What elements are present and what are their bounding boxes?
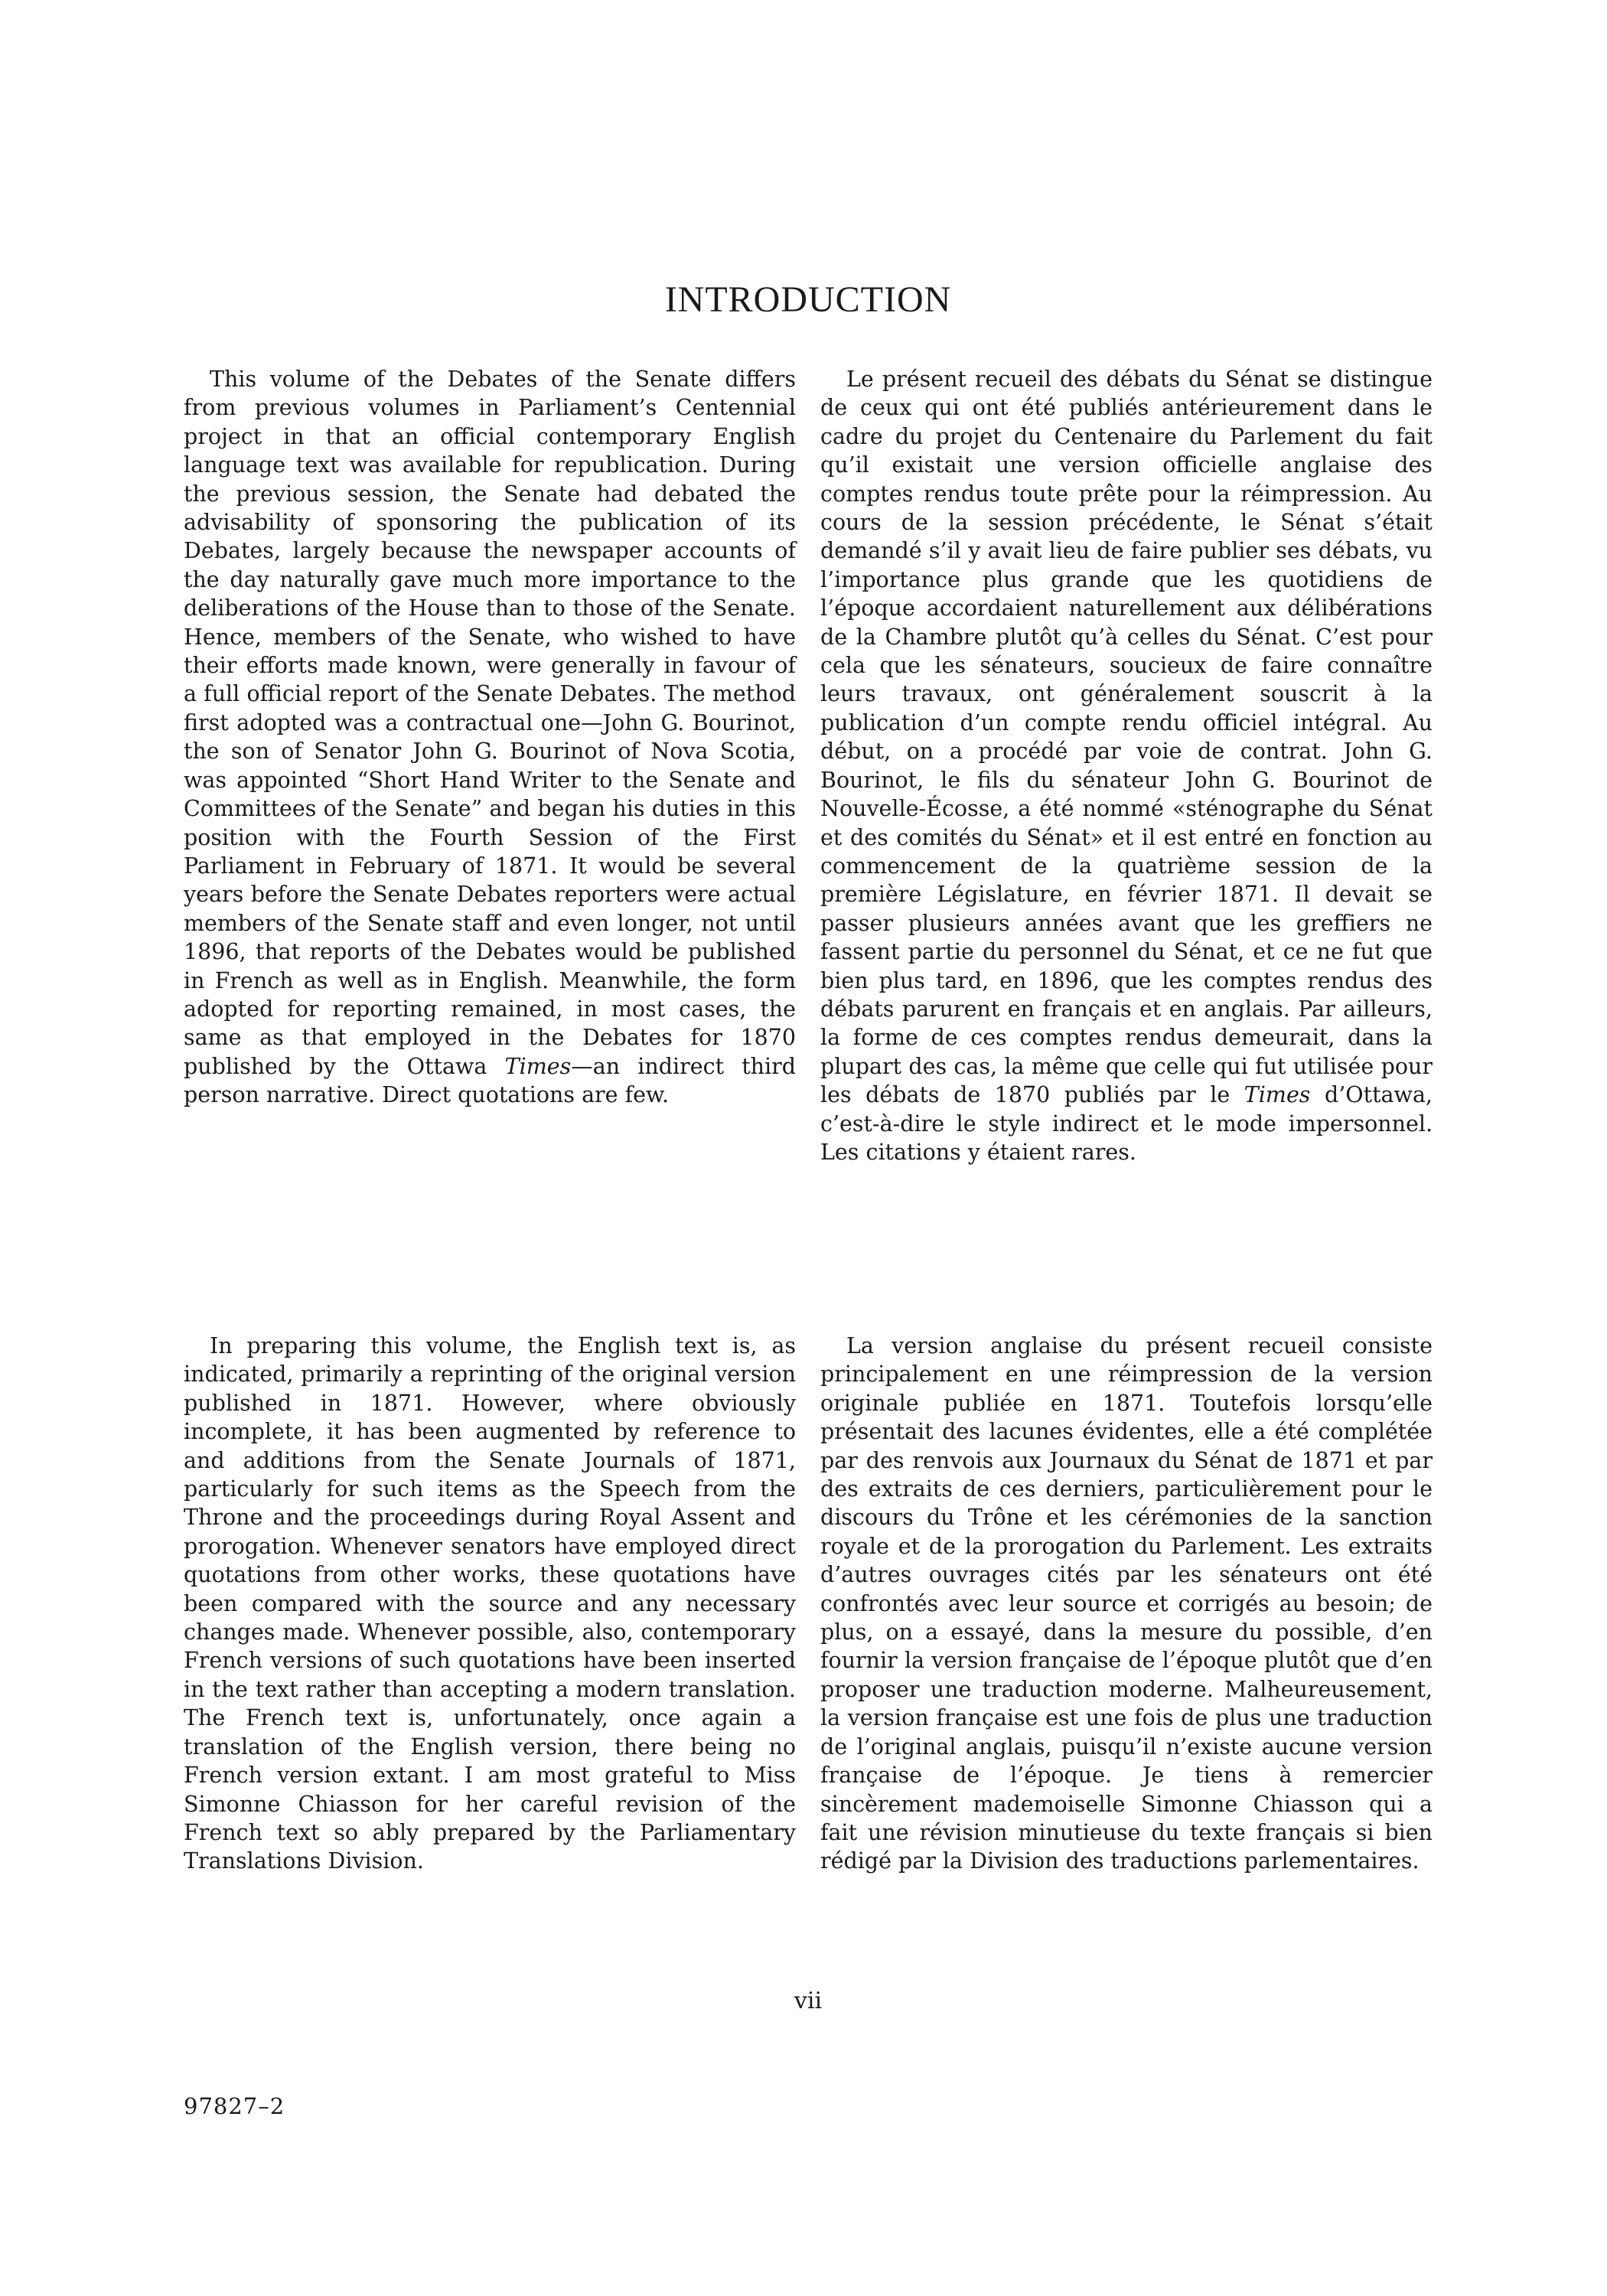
french-column-top xyxy=(820,365,1433,1166)
english-paragraph-1-text: This volume of the Debates of the Senate differs from previous volumes in Parliament’s Centennial project in that an official contemporary English language text was available for republication. During the previous session, the Senate had debated the advisability of sponsoring the publication of its Debates, largely because the newspaper accounts of the day naturally gave much more importance to the deliberations of the House than to those of the Senate. Hence, members of the Senate, who wished to have their efforts made known, were generally in favour of a full official report of the Senate Debates. The method first adopted was a contractual one—John G. Bourinot, the son of Senator John G. Bourinot of Nova Scotia, was appointed “Short Hand Writer to the Senate and Committees of the Senate” and began his duties in this position with the Fourth Session of the First Parliament in February of 1871. It would be several years before the Senate Debates reporters were actual members of the Senate staff and even longer, not until 1896, that reports of the Debates would be published in French as well as in English. Meanwhile, the form adopted for reporting remained, in most cases, the same as that employed in the Debates for 1870 published by the Ottawa xyxy=(184,367,796,1079)
english-column-top xyxy=(184,365,796,1110)
french-paragraph-1 xyxy=(820,365,1433,1166)
page-title: INTRODUCTION xyxy=(664,279,952,320)
french-paragraph-1-end: d’Ottawa, c’est-à-dire le style indirect et le mode impersonnel. Les citations y étaient rares. xyxy=(820,1082,1433,1165)
french-paragraph-1-text: Le présent recueil des débats du Sénat se distingue de ceux qui ont été publiés antérieurement dans le cadre du projet du Centenaire du Parlement du fait qu’il existait une version officielle anglaise des comptes rendus toute prête pour la réimpression. Au cours de la session précédente, le Sénat s’était demandé s’il y avait lieu de faire publier ses débats, vu l’importance plus grande que les quotidiens de l’époque accordaient naturellement aux délibérations de la Chambre plutôt qu’à celles du Sénat. C’est pour cela que les sénateurs, soucieux de faire connaître leurs travaux, ont généralement souscrit à la publication d’un compte rendu officiel intégral. Au début, on a procédé par voie de contrat. John G. Bourinot, le fils du sénateur John G. Bourinot de Nouvelle-Écosse, a été nommé «sténographe du Sénat et des comités du Sénat» et il est entré en fonction au commencement de la quatrième session de la première Législature, en février 1871. Il devait se passer plusieurs années avant que les greffiers ne fassent partie du personnel du Sénat, et ce ne fut que bien plus tard, en 1896, que les comptes rendus des débats parurent en français et en anglais. Par ailleurs, la forme de ces comptes rendus demeurait, dans la plupart des cas, la même que celle qui fut utilisée pour les débats de 1870 publiés par le xyxy=(820,367,1433,1108)
newspaper-title-times: Times xyxy=(504,1053,572,1079)
journal-title-times: Times xyxy=(1244,1082,1311,1108)
english-paragraph-2: In preparing this volume, the English text is, as indicated, primarily a reprinting of the original version published in 1871. However, where obviously incomplete, it has been augmented by reference to and additions from the Senate Journals of 1871, particularly for such items as the Speech from the Throne and the proceedings during Royal Assent and prorogation. Whenever senators have employed direct quotations from other works, these quotations have been compared with the source and any necessary changes made. Whenever possible, also, contemporary French versions of such quotations have been inserted in the text rather than accepting a modern translation. The French text is, unfortunately, once again a translation of the English version, there being no French version extant. I am most grateful to Miss Simonne Chiasson for her careful revision of the French text so ably prepared by the Parliamentary Translations Division. xyxy=(184,1333,796,1874)
print-code: 97827–2 xyxy=(184,2093,285,2119)
french-column-bottom xyxy=(820,1332,1433,1876)
english-paragraph-1-end: —an indirect third person narrative. Direct quotations are few. xyxy=(184,1053,796,1108)
english-paragraph-1 xyxy=(184,365,796,1110)
english-column-bottom xyxy=(184,1332,796,1876)
page-number: vii xyxy=(794,1988,823,2014)
french-paragraph-2: La version anglaise du présent recueil consiste principalement en une réimpression de la version originale publiée en 1871. Toutefois lorsqu’elle présentait des lacunes évidentes, elle a été complétée par des renvois aux Journaux du Sénat de 1871 et par des extraits de ces derniers, particulièrement pour le discours du Trône et les cérémonies de la sanction royale et de la prorogation du Parlement. Les extraits d’autres ouvrages cités par les sénateurs ont été confrontés avec leur source et corrigés au besoin; de plus, on a essayé, dans la mesure du possible, d’en fournir la version française de l’époque plutôt que d’en proposer une traduction moderne. Malheureusement, la version française est une fois de plus une traduction de l’original anglais, puisqu’il n’existe aucune version française de l’époque. Je tiens à remercier sincèrement mademoiselle Simonne Chiasson qui a fait une révision minutieuse du texte français si bien rédigé par la Division des traductions parlementaires. xyxy=(820,1333,1433,1874)
